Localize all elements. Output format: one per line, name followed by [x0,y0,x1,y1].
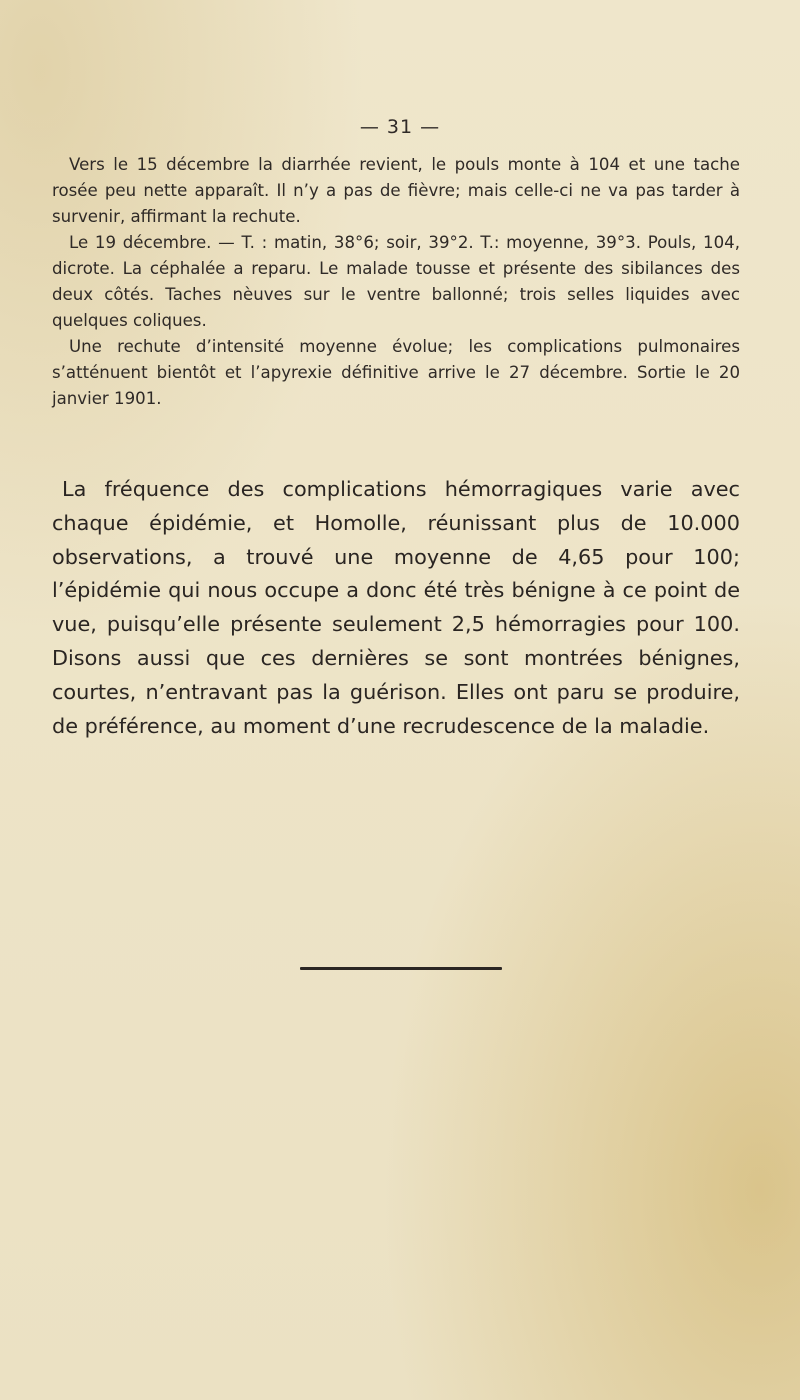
section-divider [300,967,502,970]
case-note-paragraph-2: Le 19 décembre. — T. : matin, 38°6; soir, 39°2. T.: moyenne, 39°3. Pouls, 104, dicrote. La céphalée a reparu. Le malade tousse et présente des sibilances des deux côtés. Taches nèuves sur le ventre ballonné; trois selles liquides avec quelques coliques. [52,233,740,330]
case-note-paragraph-1: Vers le 15 décembre la diarrhée revient, le pouls monte à 104 et une tache rosée peu nette apparaît. Il n’y a pas de fièvre; mais celle-ci ne va pas tarder à survenir, affirmant la rechute. [52,155,740,226]
discussion-paragraph: La fréquence des complications hémorragiques varie avec chaque épidémie, et Homolle, réunissant plus de 10.000 observations, a trouvé une moyenne de 4,65 pour 100; l’épidémie qui nous occupe a donc été très bénigne à ce point de vue, puisqu’elle présente seulement 2,5 hémorragies pour 100. Disons aussi que ces dernières se sont montrées bénignes, courtes, n’entravant pas la guérison. Elles ont paru se produire, de préférence, au moment d’une recrudescence de la maladie. [52,477,740,738]
page-number: — 31 — [359,116,441,138]
case-note-paragraph-3: Une rechute d’intensité moyenne évolue; les complications pulmonaires s’atténuent bientôt et l’apyrexie définitive arrive le 27 décembre. Sortie le 20 janvier 1901. [52,337,740,408]
discussion-text [52,473,740,743]
case-notes [52,152,740,412]
